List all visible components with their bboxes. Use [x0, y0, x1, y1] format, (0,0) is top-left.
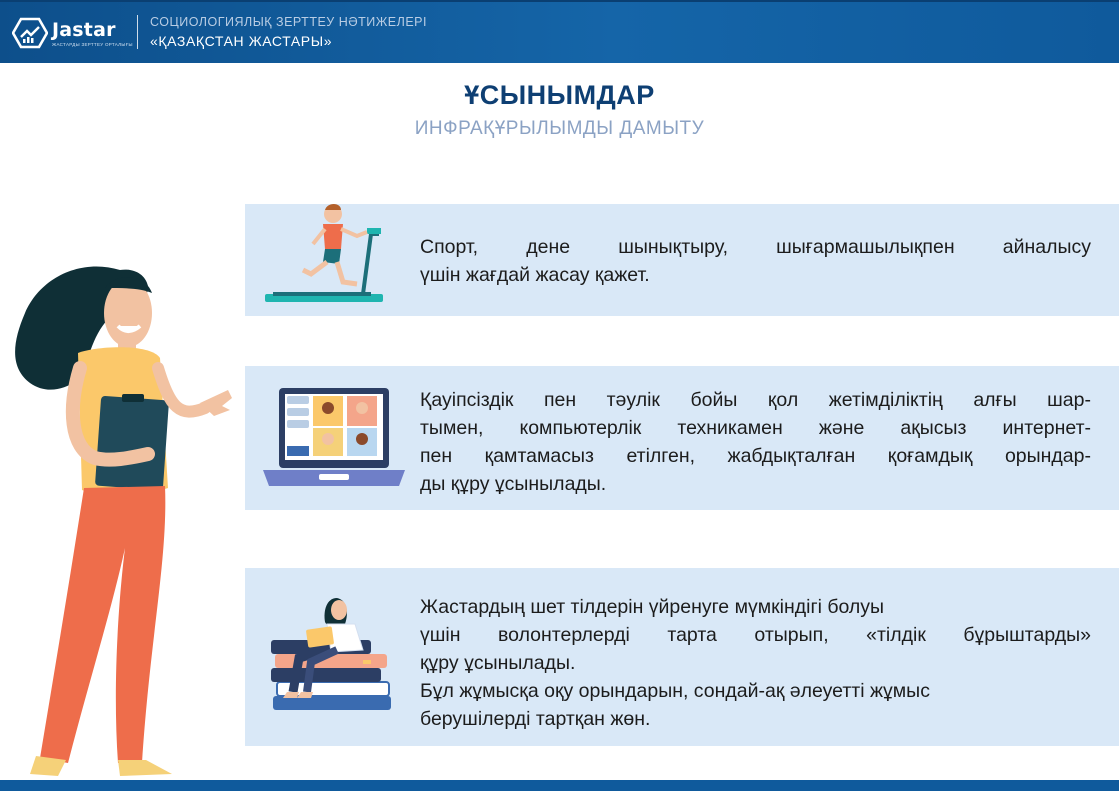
recommendation-card-sport	[245, 204, 1119, 316]
recommendation-card-public-spaces	[245, 366, 1119, 510]
card-text-line: үшін жағдай жасау қажет.	[420, 264, 650, 286]
card-text-line: пен қамтамасыз етілген, жабдықталған қоғамдық орындар-	[420, 445, 1091, 467]
card-text	[420, 593, 1091, 733]
card-text-line: Бұл жұмысқа оқу орындарын, сондай-ақ әлеуетті жұмыс	[420, 680, 930, 702]
page-title: ҰСЫНЫМДАР	[464, 80, 655, 110]
card-text-line: Қауіпсіздік пен тәулік бойы қол жетімділіктің алғы шар-	[420, 389, 1091, 411]
logo-subtitle: ЖАСТАРДЫ ЗЕРТТЕУ ОРТАЛЫҒЫ	[52, 42, 133, 47]
card-text-line: үшін волонтерлерді тарта отырып, «тілдік бұрыштарды»	[420, 624, 1091, 646]
recommendation-card-language-corners	[245, 568, 1119, 746]
page-subtitle: ИНФРАҚҰРЫЛЫМДЫ ДАМЫТУ	[414, 118, 705, 139]
footer-bar	[0, 780, 1119, 791]
card-text-line: құру ұсынылады.	[420, 652, 576, 674]
card-text-line: ды құру ұсынылады.	[420, 473, 607, 495]
student-on-books-icon	[267, 588, 397, 728]
treadmill-runner-icon	[263, 204, 387, 316]
card-text	[420, 233, 1091, 289]
laptop-video-call-icon	[259, 384, 409, 496]
card-text	[420, 386, 1091, 498]
header-report-title: «ҚАЗАҚСТАН ЖАСТАРЫ»	[150, 33, 333, 49]
logo-icon	[12, 16, 48, 50]
card-text-line: Спорт, дене шынықтыру, шығармашылықпен айналысу	[420, 236, 1091, 258]
card-text-line: тымен, компьютерлік техникамен және ақысыз интернет-	[420, 417, 1091, 439]
jastar-logo	[12, 16, 132, 50]
header-divider	[137, 15, 138, 49]
presenter-woman-illustration	[0, 258, 245, 783]
header-bar	[0, 0, 1119, 63]
header-top-line	[0, 0, 1119, 2]
card-text-line: берушілерді тартқан жөн.	[420, 708, 651, 730]
header-report-label: СОЦИОЛОГИЯЛЫҚ ЗЕРТТЕУ НӘТИЖЕЛЕРІ	[150, 15, 427, 29]
logo-wordmark: Jastar	[52, 19, 116, 41]
card-text-line: Жастардың шет тілдерін үйренуге мүмкіндігі болуы	[420, 596, 885, 618]
